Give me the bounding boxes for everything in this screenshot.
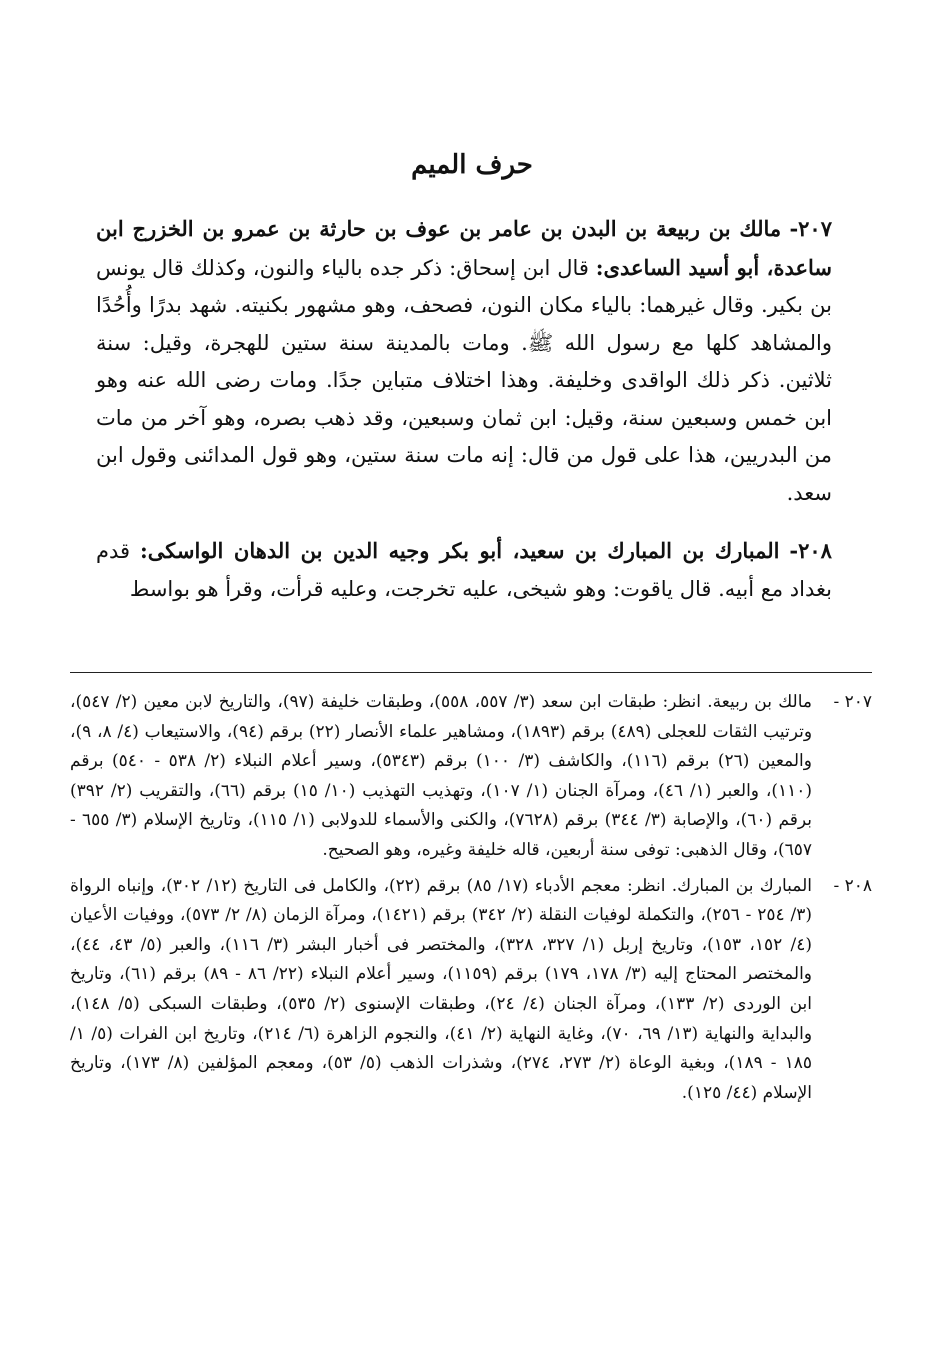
chapter-heading: حرف الميم	[411, 150, 533, 180]
entry-number: ٢٠٨-	[789, 538, 832, 563]
entry-text: قدم بغداد مع أبيه. قال ياقوت: وهو شيخى، عليه تخرجت، وعليه قرأت، وقرأ هو بواسط	[96, 539, 832, 601]
footnote-text: مالك بن ربيعة. انظر: طبقات ابن سعد (٣/ ٥٥٧، ٥٥٨)، وطبقات خليفة (٩٧)، والتاريخ لابن معين (٢/ ٥٤٧)، وترتيب الثقات للعجلى (٤٨٩) برقم (١٨٩٣)، ومشاهير علماء الأنصار (٢٢) برقم (٩٤)، والاستيعاب (٤/ ٨، ٩)، والمعين (٢٦) برقم (١١٦)، والكاشف (٣/ ١٠٠) برقم (٥٣٤٣)، وسير أعلام النبلاء (٢/ ٥٣٨ - ٥٤٠) برقم (١١٠)، والعبر (١/ ٤٦)، ومرآة الجنان (١/ ١٠٧)، وتهذيب التهذيب (١٠/ ١٥) برقم (٦٦)، والتقريب (٢/ ٣٩٢) برقم (٦٠)، والإصابة (٣/ ٣٤٤) برقم (٧٦٢٨)، والكنى والأسماء للدولابى (١/ ١١٥)، وتاريخ الإسلام (٣/ ٦٥٥ - ٦٥٧)، وقال الذهبى: توفى سنة أربعين، قاله خليفة وغيره، وهو الصحيح.	[70, 692, 813, 860]
entry-number: ٢٠٧-	[789, 216, 832, 241]
entry-name: المبارك بن المبارك بن سعيد، أبو بكر وجيه الدين بن الدهان الواسكى:	[140, 538, 780, 563]
footnote-207	[70, 688, 872, 866]
main-text	[96, 210, 832, 628]
entry-207	[96, 210, 832, 512]
footnotes	[70, 688, 872, 1114]
footnote-208	[70, 872, 872, 1109]
footnote-text: المبارك بن المبارك. انظر: معجم الأدباء (١٧/ ٨٥) برقم (٢٢)، والكامل فى التاريخ (١٢/ ٣٠٢)، وإنباه الرواة (٣/ ٢٥٤ - ٢٥٦)، والتكملة لوفيات النقلة (٢/ ٣٤٢) برقم (١٤٢١)، ومرآة الزمان (٨/ ٢/ ٥٧٣)، ووفيات الأعيان (٤/ ١٥٢، ١٥٣)، وتاريخ إربل (١/ ٣٢٧، ٣٢٨)، والمختصر فى أخبار البشر (٣/ ١١٦)، والعبر (٥/ ٤٣، ٤٤)، والمختصر المحتاج إليه (٣/ ١٧٨، ١٧٩) برقم (١١٥٩)، وسير أعلام النبلاء (٢٢/ ٨٦ - ٨٩) برقم (٦١)، وتاريخ ابن الوردى (٢/ ١٣٣)، ومرآة الجنان (٤/ ٢٤)، وطبقات الإسنوى (٢/ ٥٣٥)، وطبقات السبكى (٥/ ١٤٨)، والبداية والنهاية (١٣/ ٦٩، ٧٠)، وغاية النهاية (٢/ ٤١)، والنجوم الزاهرة (٦/ ٢١٤)، وتاريخ ابن الفرات (٥/ ١/ ١٨٥ - ١٨٩)، وبغية الوعاة (٢/ ٢٧٣، ٢٧٤)، وشذرات الذهب (٥/ ٥٣)، ومعجم المؤلفين (٨/ ١٧٣)، وتاريخ الإسلام (٤٤/ ١٢٥).	[70, 875, 813, 1103]
footnote-number: ٢٠٧ -	[833, 692, 872, 712]
entry-text: قال ابن إسحاق: ذكر جده بالياء والنون، وكذلك قال يونس بن بكير. وقال غيرهما: بالياء مكان النون، فصحف، وهو مشهور بكنيته. شهد بدرًا وأُحُدًا والمشاهد كلها مع رسول الله ﷺ. ومات بالمدينة سنة ستين للهجرة، وقيل: سنة ثلاثين. ذكر ذلك الواقدى وخليفة. وهذا اختلاف متباين جدًا. ومات رضى الله عنه وهو ابن خمس وسبعين سنة، وقيل: ابن ثمان وسبعين، وقد ذهب بصره، وهو آخر من مات من البدريين، هذا على قول من قال: إنه مات سنة ستين، وهو قول المدائنى وقول ابن سعد.	[96, 255, 832, 505]
footnote-divider	[70, 672, 872, 673]
entry-name: مالك بن ربيعة بن البدن بن عامر بن عوف بن حارثة بن عمرو بن الخزرج ابن ساعدة، أبو أسيد الساعدى:	[96, 216, 832, 280]
footnote-number: ٢٠٨ -	[833, 875, 872, 896]
entry-208	[96, 532, 832, 608]
